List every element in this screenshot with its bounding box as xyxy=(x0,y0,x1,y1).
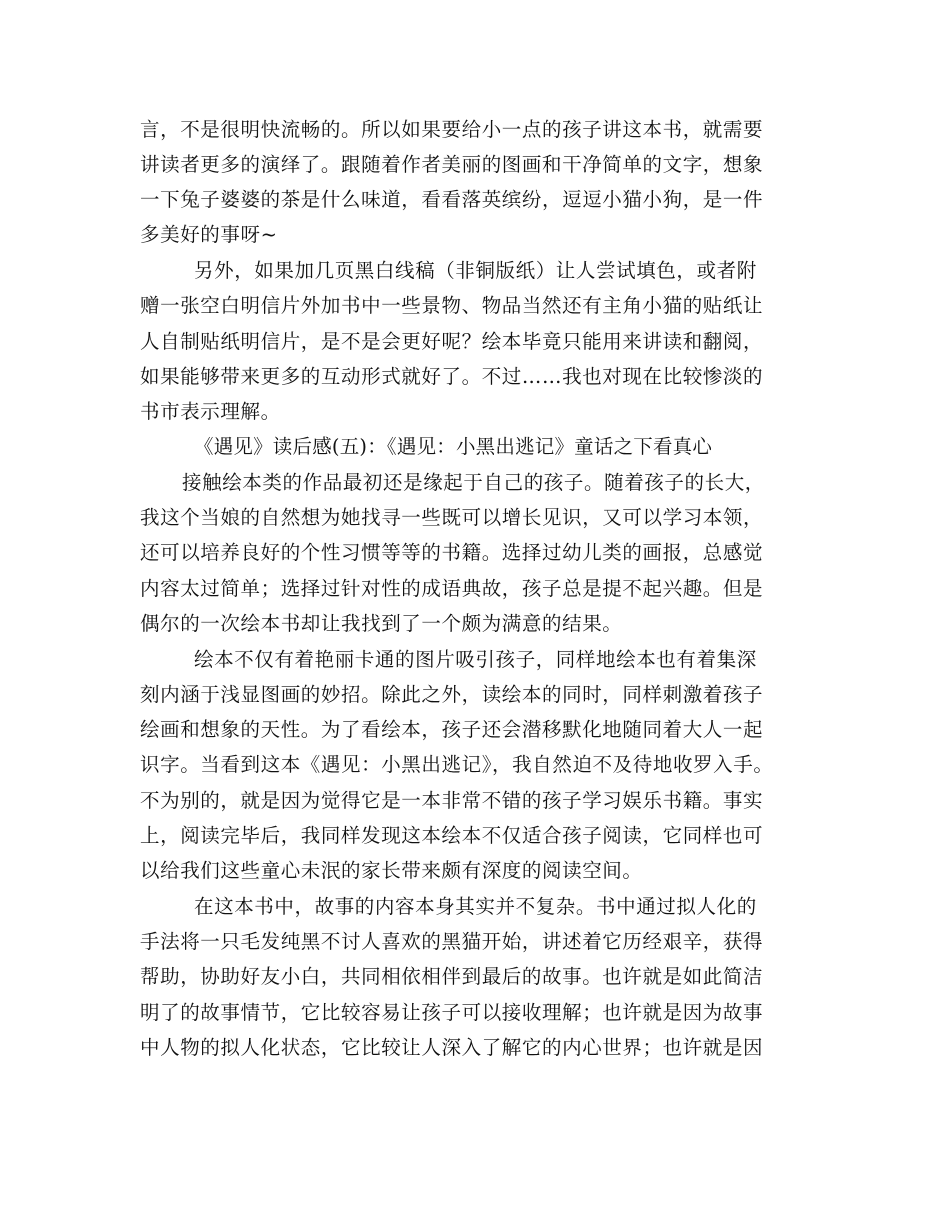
paragraph-line: 多美好的事呀~ xyxy=(140,223,278,246)
paragraph-line: 不为别的，就是因为觉得它是一本非常不错的孩子学习娱乐书籍。事实 xyxy=(140,789,764,812)
paragraph-line: 手法将一只毛发纯黑不讨人喜欢的黑猫开始，讲述着它历经艰辛，获得 xyxy=(140,930,764,953)
paragraph-line: 还可以培养良好的个性习惯等等的书籍。选择过幼儿类的画报，总感觉 xyxy=(140,541,764,564)
paragraph-line: 中人物的拟人化状态，它比较让人深入了解它的内心世界；也许就是因 xyxy=(140,1036,764,1059)
paragraph-line: 偶尔的一次绘本书却让我找到了一个颇为满意的结果。 xyxy=(140,612,623,635)
paragraph-line: 帮助，协助好友小白，共同相依相伴到最后的故事。也许就是如此简洁 xyxy=(140,965,764,988)
paragraph-line: 讲读者更多的演绎了。跟随着作者美丽的图画和干净简单的文字，想象 xyxy=(140,153,764,176)
paragraph-line: 在这本书中，故事的内容本身其实并不复杂。书中通过拟人化的 xyxy=(194,895,757,918)
paragraph-line: 书市表示理解。 xyxy=(140,400,281,423)
paragraph-line: 接触绘本类的作品最初还是缘起于自己的孩子。随着孩子的长大， xyxy=(182,471,765,494)
paragraph-line: 另外，如果加几页黑白线稿（非铜版纸）让人尝试填色，或者附 xyxy=(194,259,757,282)
paragraph-line: 明了的故事情节，它比较容易让孩子可以接收理解；也许就是因为故事 xyxy=(140,1001,764,1024)
paragraph-line: 如果能够带来更多的互动形式就好了。不过……我也对现在比较惨淡的 xyxy=(140,365,764,388)
paragraph-line: 绘画和想象的天性。为了看绘本，孩子还会潜移默化地随同着大人一起 xyxy=(140,718,764,741)
paragraph-line: 一下兔子婆婆的茶是什么味道，看看落英缤纷，逗逗小猫小狗，是一件 xyxy=(140,188,764,211)
paragraph-line: 人自制贴纸明信片，是不是会更好呢？绘本毕竟只能用来讲读和翻阅， xyxy=(140,330,764,353)
paragraph-line: 识字。当看到这本《遇见：小黑出逃记》，我自然迫不及待地收罗入手。 xyxy=(140,753,774,776)
paragraph-line: 我这个当娘的自然想为她找寻一些既可以增长见识，又可以学习本领， xyxy=(140,506,764,529)
section-heading: 《遇见》读后感(五)：《遇见：小黑出逃记》童话之下看真心 xyxy=(194,435,713,458)
paragraph-line: 内容太过简单；选择过针对性的成语典故，孩子总是提不起兴趣。但是 xyxy=(140,577,764,600)
paragraph-line: 言，不是很明快流畅的。所以如果要给小一点的孩子讲这本书，就需要 xyxy=(140,118,764,141)
paragraph-line: 绘本不仅有着艳丽卡通的图片吸引孩子，同样地绘本也有着集深 xyxy=(194,648,757,671)
paragraph-line: 上，阅读完毕后，我同样发现这本绘本不仅适合孩子阅读，它同样也可 xyxy=(140,824,764,847)
paragraph-line: 刻内涵于浅显图画的妙招。除此之外，读绘本的同时，同样刺激着孩子 xyxy=(140,683,764,706)
paragraph-line: 赠一张空白明信片外加书中一些景物、物品当然还有主角小猫的贴纸让 xyxy=(140,294,764,317)
paragraph-line: 以给我们这些童心未泯的家长带来颇有深度的阅读空间。 xyxy=(140,859,643,882)
